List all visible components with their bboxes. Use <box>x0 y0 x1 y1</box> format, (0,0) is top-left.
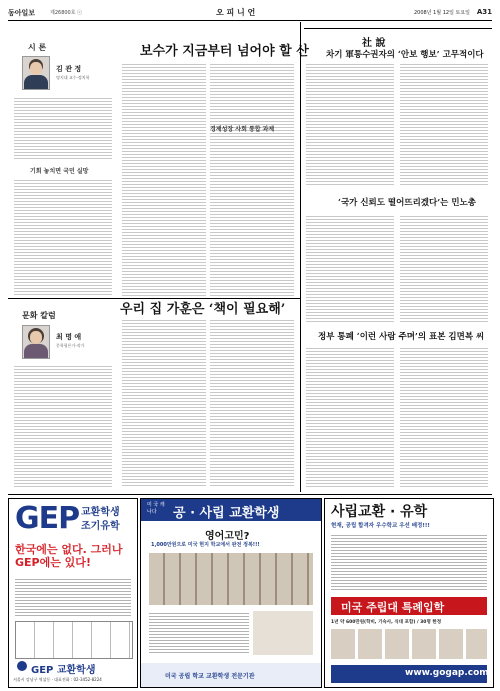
right-ad-url[interactable]: www.gogap.com <box>405 668 489 678</box>
newspaper-logo: 동아일보 <box>8 9 36 17</box>
body-text-munhwa-1 <box>14 364 112 488</box>
editorial-headline-1: 차기 軍통수권자의 ‘안보 행보’ 고무적이다 <box>326 50 484 60</box>
mid-ad-country: 미 국 캐나다 <box>147 502 165 515</box>
headline-siron: 보수가 지금부터 넘어야 할 산 <box>140 44 309 59</box>
gep-schedule-table <box>15 621 133 659</box>
mid-ad-question: 영어고민? <box>205 531 250 542</box>
gep-info-lines <box>15 577 131 617</box>
editorial-body-3a <box>306 346 394 488</box>
ad-divider <box>8 494 492 495</box>
body-text-siron-2 <box>14 178 112 296</box>
right-ad-red-sub: 1년 약 600만원(학비, 기숙사, 식대 포함) / 30명 한정 <box>331 620 442 625</box>
column-label-siron: 시 론 <box>28 43 47 52</box>
editorial-body-1b <box>400 62 488 186</box>
author-name-munhwa: 최 명 애 <box>56 333 82 341</box>
right-ad-info <box>331 533 487 591</box>
editorial-body-2b <box>400 214 488 322</box>
right-ad-sub: 현재, 공립 합격자 우수학교 우선 배정!!! <box>331 523 430 529</box>
column-divider <box>300 22 301 492</box>
mid-ad-title: 공 · 사립 교환학생 <box>173 506 280 521</box>
body-text-munhwa-3 <box>210 318 294 488</box>
page-header <box>8 8 492 21</box>
page-number: A31 <box>476 8 492 16</box>
gep-brand: GEP 교환학생 <box>31 665 96 676</box>
ad-gep[interactable] <box>8 498 138 688</box>
right-ad-photos <box>331 629 487 659</box>
author-title-siron: 명지대 교수·정치학 <box>56 75 90 80</box>
publication-date: 2008년 1월 12일 토요일 <box>413 10 470 16</box>
editorial-headline-3: 정부 통폐 ‘이런 사람 주며’의 표본 김면복 씨 <box>318 332 485 342</box>
issue-number: 제26800호 ⓒ <box>50 10 83 16</box>
body-text-siron-3 <box>122 62 206 296</box>
author-name-siron: 김 관 정 <box>56 65 82 73</box>
author-title-munhwa: 문학평론가·작가 <box>56 343 85 348</box>
gep-label-1: 교환학생 <box>81 507 120 518</box>
editorial-body-3b <box>400 346 488 488</box>
body-text-siron-4 <box>210 62 294 296</box>
editorial-headline-2: ‘국가 신뢰도 떨어뜨리겠다’는 민노총 <box>338 198 476 208</box>
subhead-siron: 기회 놓치면 국민 실망 <box>30 168 89 175</box>
right-ad-red-title: 미국 주립대 특례입학 <box>341 601 445 614</box>
author-photo-siron <box>22 56 50 90</box>
mid-ad-sub: 1,000만원으로 미국 현지 학교에서 완전 정복!!! <box>151 542 260 548</box>
headline-munhwa: 우리 집 가훈은 ‘책이 필요해’ <box>120 302 286 317</box>
mid-ad-photo-strip <box>149 553 313 605</box>
ad-private-exchange[interactable] <box>324 498 494 688</box>
gep-globe-icon <box>17 661 27 671</box>
column-label-munhwa: 문화 칼럼 <box>22 311 56 320</box>
mid-ad-footer: 미국 공립 학교 교환학생 전문기관 <box>165 673 255 680</box>
mid-ad-info <box>149 611 249 655</box>
section-title: 오 피 니 언 <box>216 8 256 17</box>
body-text-siron-1 <box>14 96 112 160</box>
right-ad-title: 사립교환 · 유학 <box>331 504 428 520</box>
gep-label-2: 조기유학 <box>81 521 120 532</box>
author-photo-munhwa <box>22 325 50 359</box>
editorial-body-1a <box>306 62 394 186</box>
mid-ad-photo <box>253 611 313 655</box>
editorial-body-2a <box>306 214 394 322</box>
gep-logo: GEP <box>15 501 80 536</box>
ad-public-private-exchange[interactable] <box>140 498 322 688</box>
body-text-munhwa-2 <box>122 318 206 488</box>
subhead-siron-2: 경제성장 사회 통합 과제 <box>210 126 275 133</box>
gep-slogan: 한국에는 없다. 그러나 GEP에는 있다! <box>15 543 123 569</box>
editorial-label: 社 說 <box>362 38 386 49</box>
gep-footer: 서울시 강남구 역삼동 · 대표전화 : 02-3452-8224 <box>13 677 102 682</box>
